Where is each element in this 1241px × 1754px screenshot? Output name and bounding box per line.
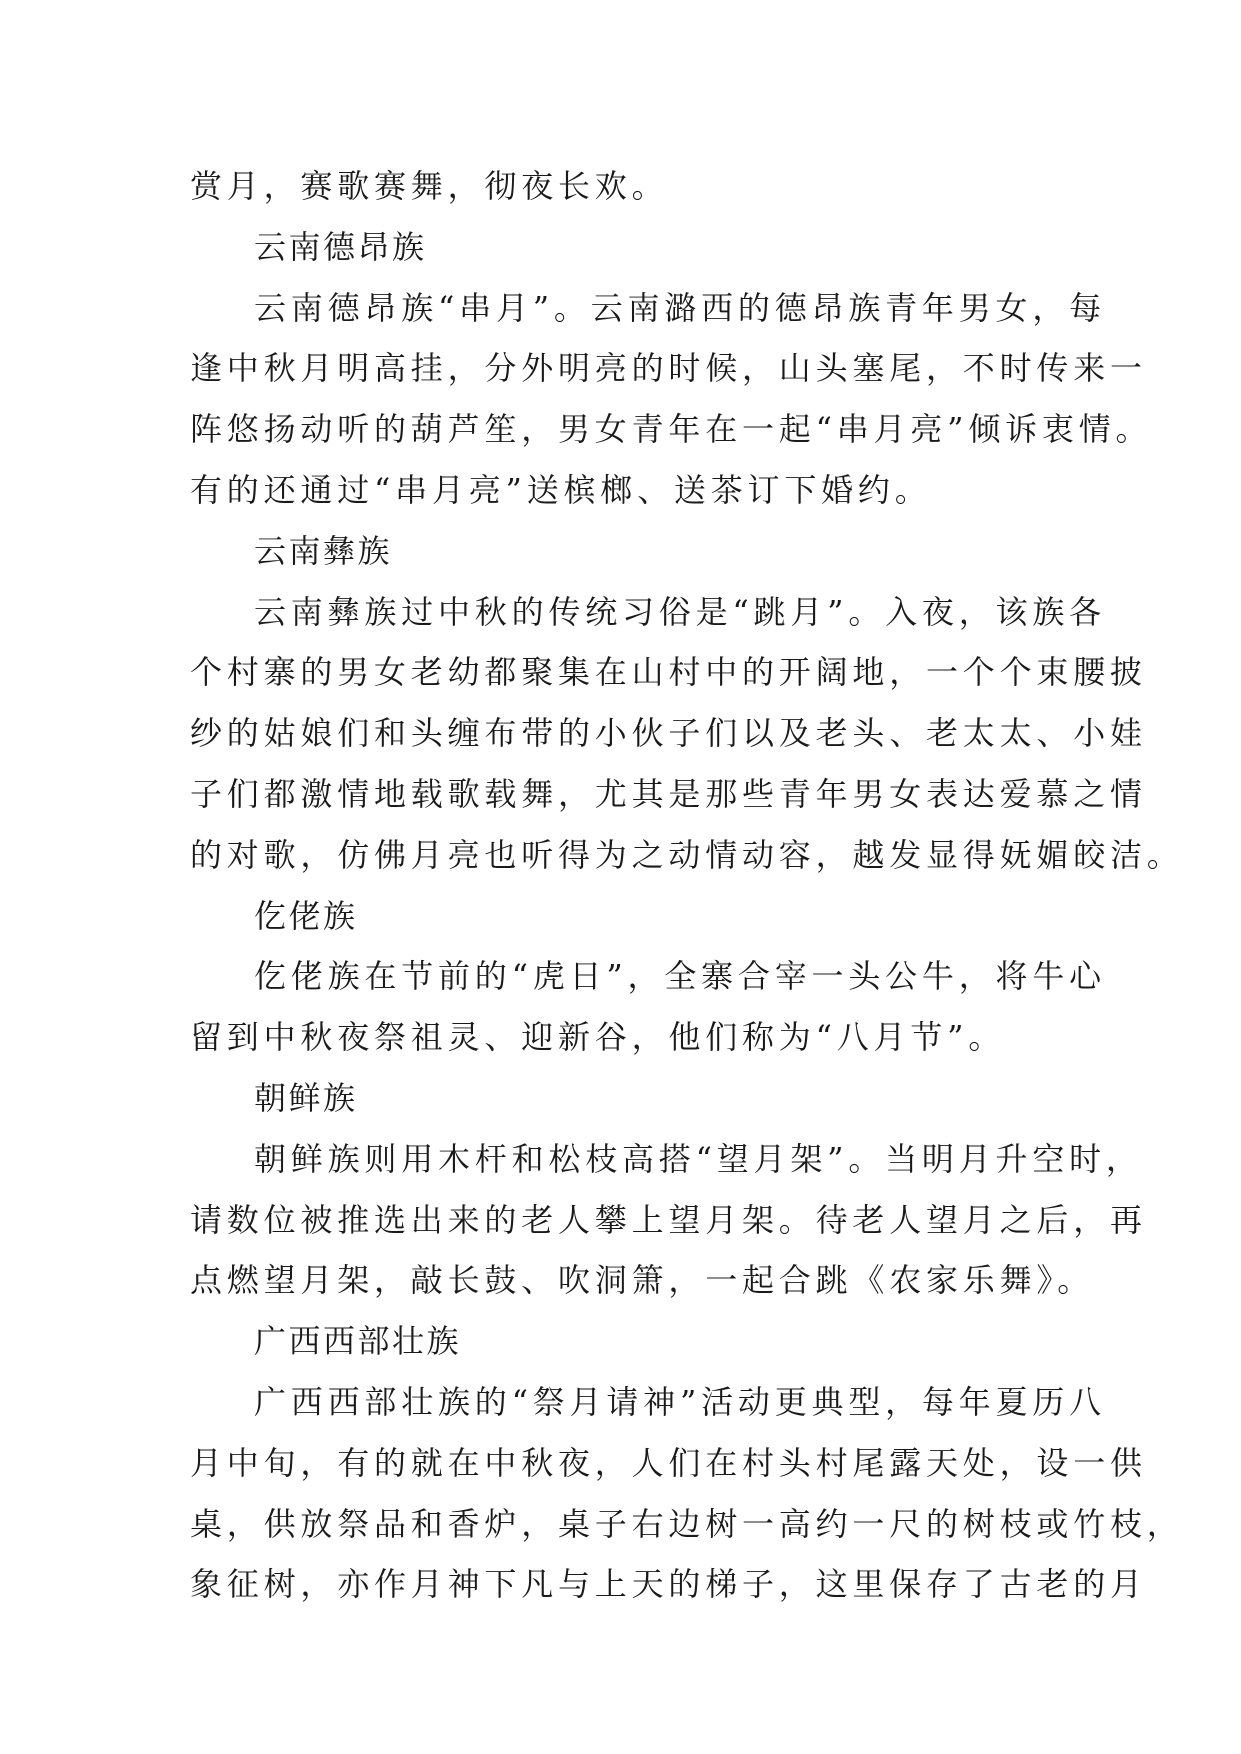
paragraph-line: 的对歌，仿佛月亮也听得为之动情动容，越发显得妩媚皎洁。 <box>190 835 1184 874</box>
paragraph-line: 广西西部壮族的“祭月请神”活动更典型，每年夏历八 <box>254 1382 1106 1421</box>
document-body <box>190 156 1184 1615</box>
paragraph-line: 逢中秋月明高挂，分外明亮的时候，山头塞尾，不时传来一 <box>190 349 1147 388</box>
section-heading-gelao: 仡佬族 <box>254 896 358 935</box>
paragraph-line: 朝鲜族则用木杆和松枝高搭“望月架”。当明月升空时， <box>254 1139 1143 1178</box>
paragraph-line: 子们都激情地载歌载舞，尤其是那些青年男女表达爱慕之情 <box>190 774 1147 813</box>
paragraph-line: 留到中秋夜祭祖灵、迎新谷，他们称为“八月节”。 <box>190 1018 1006 1057</box>
paragraph-line: 有的还通过“串月亮”送槟榔、送茶订下婚约。 <box>190 470 932 509</box>
section-heading-zhuang: 广西西部壮族 <box>254 1322 462 1361</box>
paragraph-line: 云南彝族过中秋的传统习俗是“跳月”。入夜，该族各 <box>254 592 1106 631</box>
paragraph-line: 点燃望月架，敲长鼓、吹洞箫，一起合跳《农家乐舞》。 <box>190 1261 1095 1300</box>
section-heading-deang: 云南德昂族 <box>254 227 427 266</box>
paragraph-line: 桌，供放祭品和香炉，桌子右边树一高约一尺的树枝或竹枝， <box>190 1504 1184 1543</box>
paragraph-line: 仡佬族在节前的“虎日”，全寨合宰一头公牛，将牛心 <box>254 957 1106 996</box>
paragraph-line: 云南德昂族“串月”。云南潞西的德昂族青年男女，每 <box>254 288 1106 327</box>
paragraph-line: 个村寨的男女老幼都聚集在山村中的开阔地，一个个束腰披 <box>190 653 1147 692</box>
paragraph-line: 纱的姑娘们和头缠布带的小伙子们以及老头、老太太、小娃 <box>190 714 1147 753</box>
paragraph-line: 请数位被推选出来的老人攀上望月架。待老人望月之后，再 <box>190 1200 1147 1239</box>
paragraph-line: 月中旬，有的就在中秋夜，人们在村头村尾露天处，设一供 <box>190 1443 1147 1482</box>
section-heading-korean: 朝鲜族 <box>254 1078 358 1117</box>
paragraph-line: 象征树，亦作月神下凡与上天的梯子，这里保存了古老的月 <box>190 1565 1147 1604</box>
paragraph-line: 赏月，赛歌赛舞，彻夜长欢。 <box>190 167 669 205</box>
paragraph-line: 阵悠扬动听的葫芦笙，男女青年在一起“串月亮”倾诉衷情。 <box>190 410 1153 449</box>
section-heading-yi: 云南彝族 <box>254 531 393 570</box>
